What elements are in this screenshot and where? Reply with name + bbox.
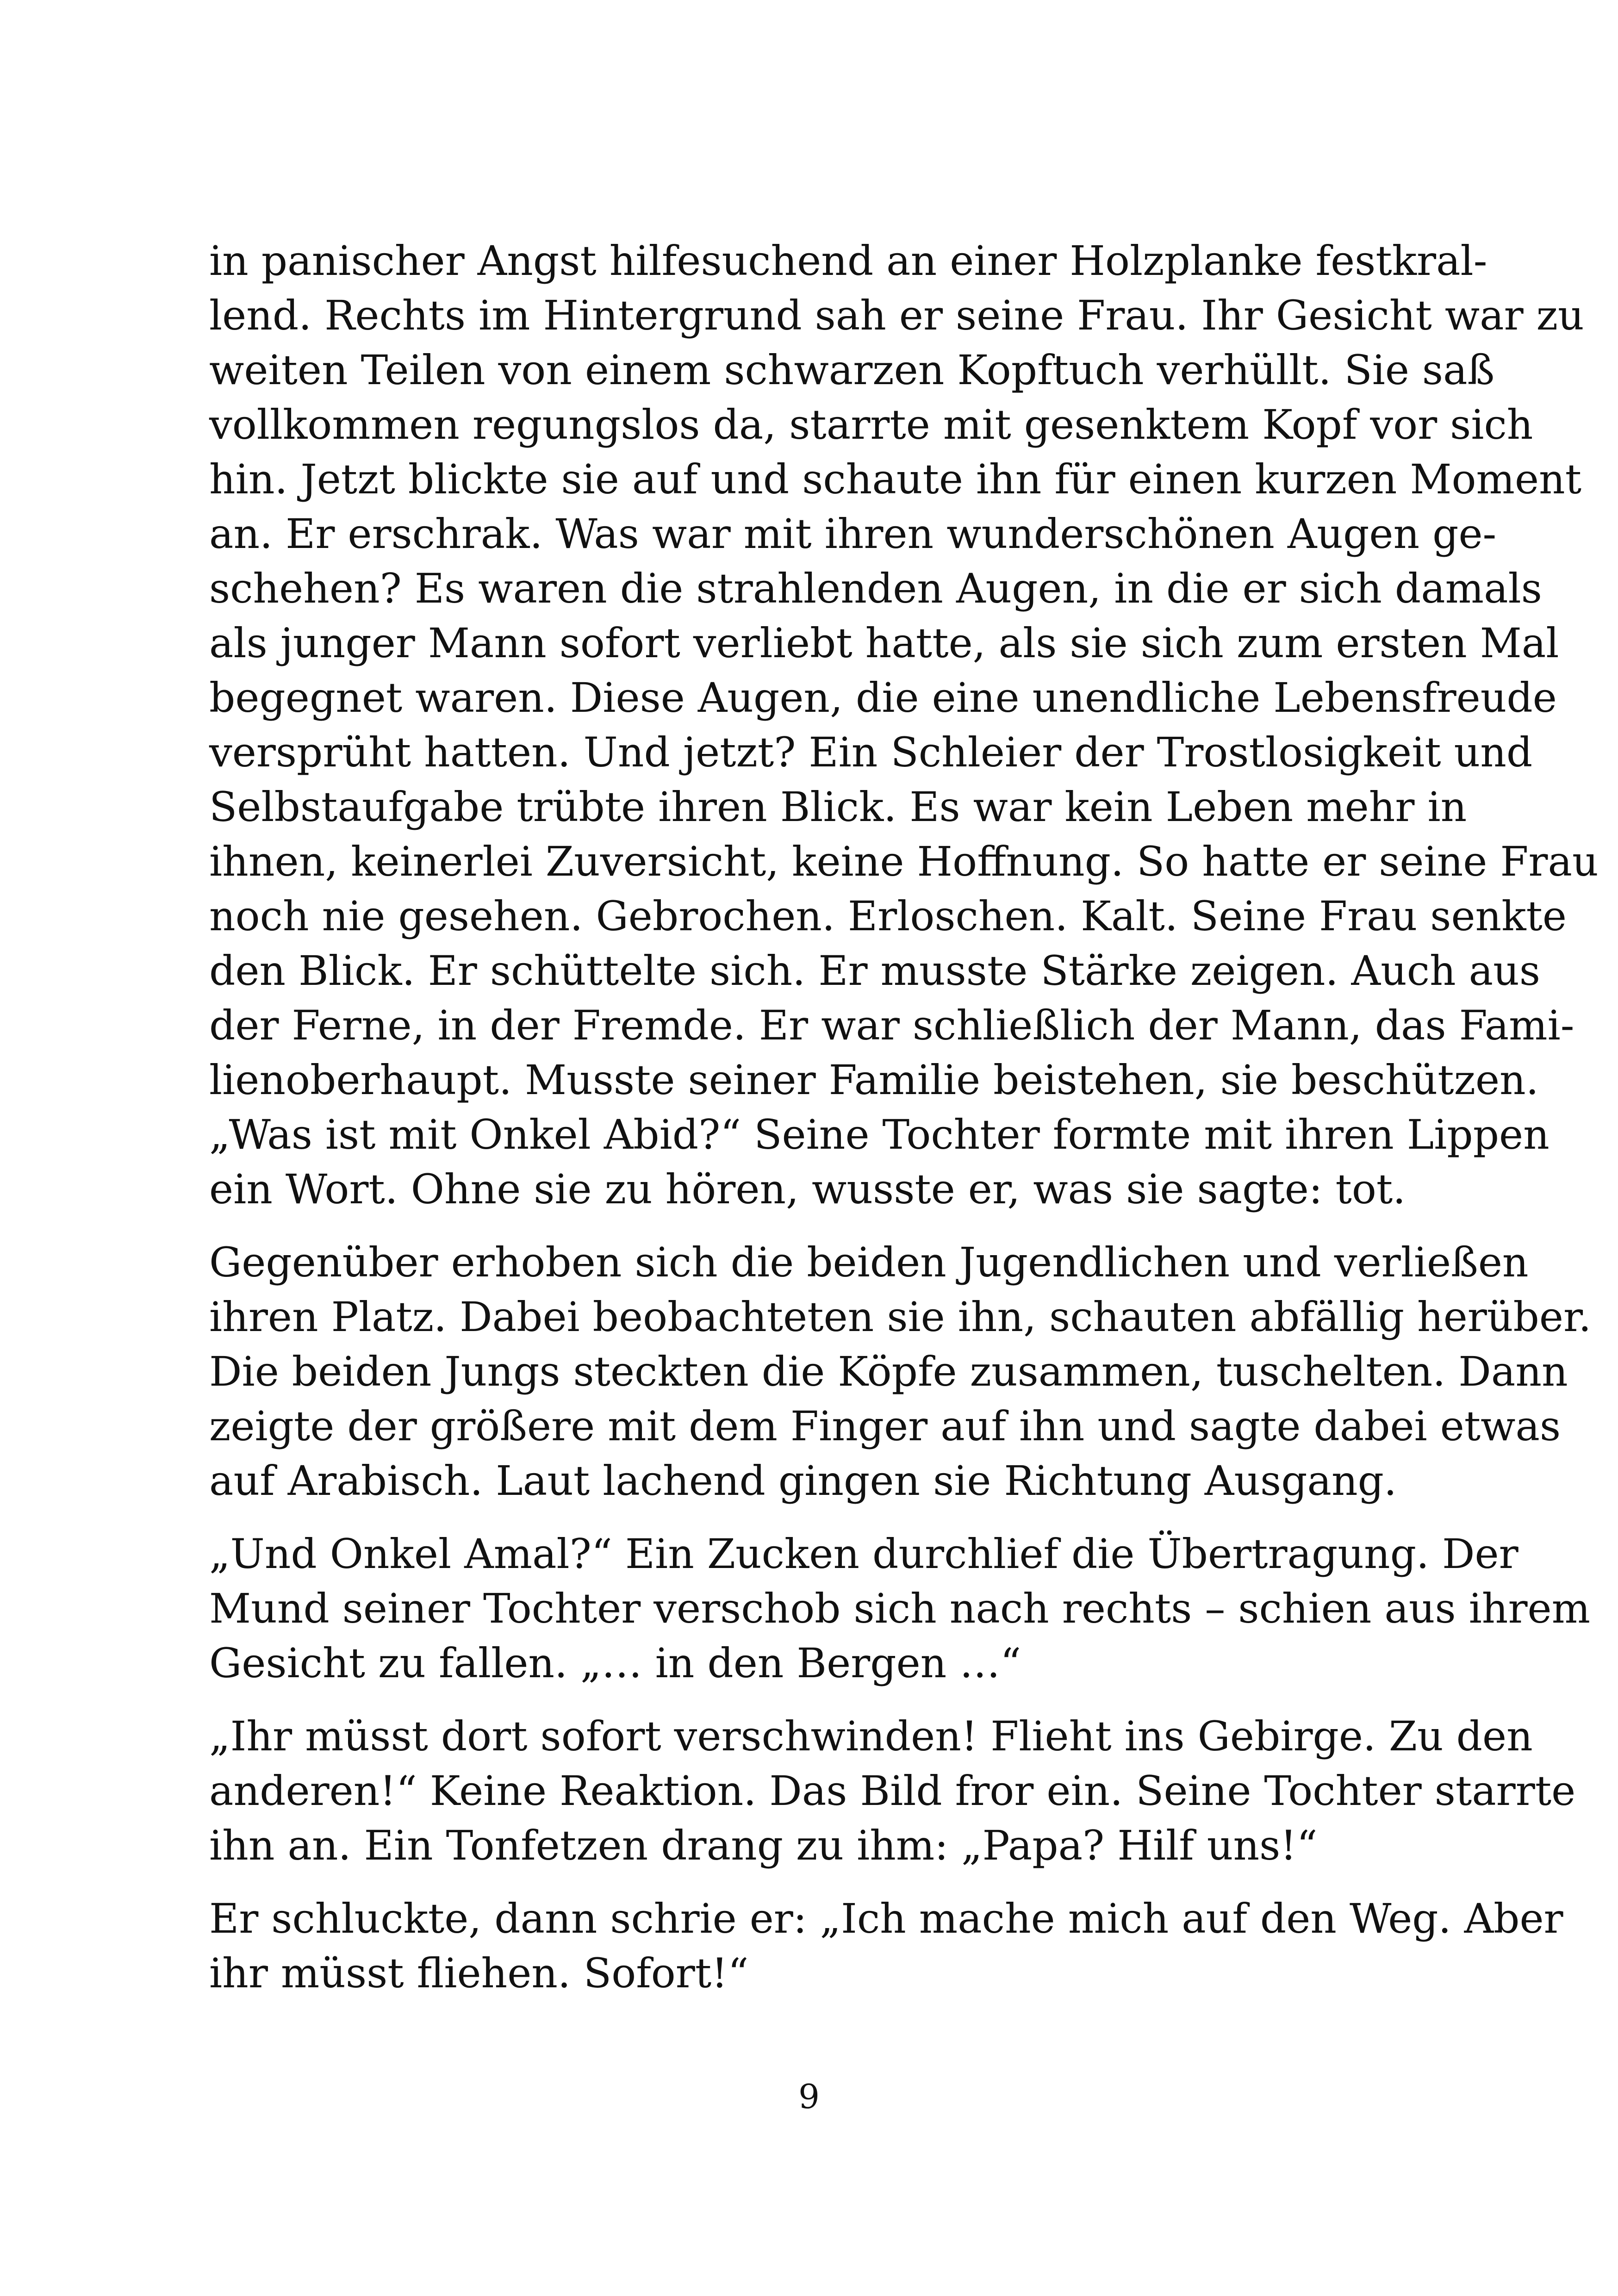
text-line: der Ferne, in der Fremde. Er war schließlich der Mann, das Fami- — [209, 1002, 1574, 1049]
text-line: ihnen, keinerlei Zuversicht, keine Hoffnung. So hatte er seine Frau — [209, 838, 1599, 885]
text-line: ihr müsst fliehen. Sofort!“ — [209, 1949, 749, 1997]
text-line: Die beiden Jungs steckten die Köpfe zusammen, tuschelten. Dann — [209, 1348, 1568, 1395]
paragraph-5 — [209, 1892, 1563, 2001]
text-line: begegnet waren. Diese Augen, die eine unendliche Lebensfreude — [209, 674, 1557, 722]
text-line: „Ihr müsst dort sofort verschwinden! Flieht ins Gebirge. Zu den — [209, 1712, 1533, 1760]
text-line: ein Wort. Ohne sie zu hören, wusste er, was sie sagte: tot. — [209, 1165, 1406, 1213]
text-line: schehen? Es waren die strahlenden Augen, in die er sich damals — [209, 565, 1542, 612]
text-line: „Was ist mit Onkel Abid?“ Seine Tochter formte mit ihren Lippen — [209, 1111, 1550, 1158]
text-line: Mund seiner Tochter verschob sich nach rechts – schien aus ihrem — [209, 1585, 1591, 1632]
text-line: weiten Teilen von einem schwarzen Kopftuch verhüllt. Sie saß — [209, 346, 1495, 394]
paragraph-2 — [209, 1235, 1592, 1508]
text-line: Gegenüber erhoben sich die beiden Jugendlichen und verließen — [209, 1238, 1529, 1286]
text-line: Er schluckte, dann schrie er: „Ich mache mich auf den Weg. Aber — [209, 1895, 1563, 1942]
text-line: lienoberhaupt. Musste seiner Familie beistehen, sie beschützen. — [209, 1056, 1539, 1104]
text-line: anderen!“ Keine Reaktion. Das Bild fror ein. Seine Tochter starrte — [209, 1767, 1576, 1815]
text-line: den Blick. Er schüttelte sich. Er musste Stärke zeigen. Auch aus — [209, 947, 1540, 995]
page-number: 9 — [798, 2077, 820, 2116]
text-line: hin. Jetzt blickte sie auf und schaute ihn für einen kurzen Moment — [209, 455, 1582, 503]
text-line: lend. Rechts im Hintergrund sah er seine Frau. Ihr Gesicht war zu — [209, 292, 1584, 339]
text-line: auf Arabisch. Laut lachend gingen sie Richtung Ausgang. — [209, 1457, 1397, 1505]
text-line: als junger Mann sofort verliebt hatte, als sie sich zum ersten Mal — [209, 619, 1559, 667]
text-line: in panischer Angst hilfesuchend an einer Holzplanke festkral- — [209, 237, 1487, 285]
text-line: noch nie gesehen. Gebrochen. Erloschen. Kalt. Seine Frau senkte — [209, 892, 1567, 940]
paragraph-3 — [209, 1527, 1591, 1691]
paragraph-4 — [209, 1709, 1576, 1873]
text-line: Gesicht zu fallen. „… in den Bergen …“ — [209, 1639, 1021, 1687]
text-line: an. Er erschrak. Was war mit ihren wunderschönen Augen ge- — [209, 510, 1497, 558]
text-line: vollkommen regungslos da, starrte mit gesenktem Kopf vor sich — [209, 401, 1533, 448]
text-line: ihn an. Ein Tonfetzen drang zu ihm: „Papa? Hilf uns!“ — [209, 1822, 1318, 1869]
text-line: „Und Onkel Amal?“ Ein Zucken durchlief die Übertragung. Der — [209, 1530, 1518, 1578]
paragraph-1 — [209, 234, 1599, 1217]
text-line: versprüht hatten. Und jetzt? Ein Schleier der Trostlosigkeit und — [209, 728, 1533, 776]
body-text — [209, 234, 1599, 2019]
text-line: zeigte der größere mit dem Finger auf ihn und sagte dabei etwas — [209, 1402, 1561, 1450]
text-line: ihren Platz. Dabei beobachteten sie ihn, schauten abfällig herüber. — [209, 1293, 1592, 1341]
text-line: Selbstaufgabe trübte ihren Blick. Es war kein Leben mehr in — [209, 783, 1467, 831]
